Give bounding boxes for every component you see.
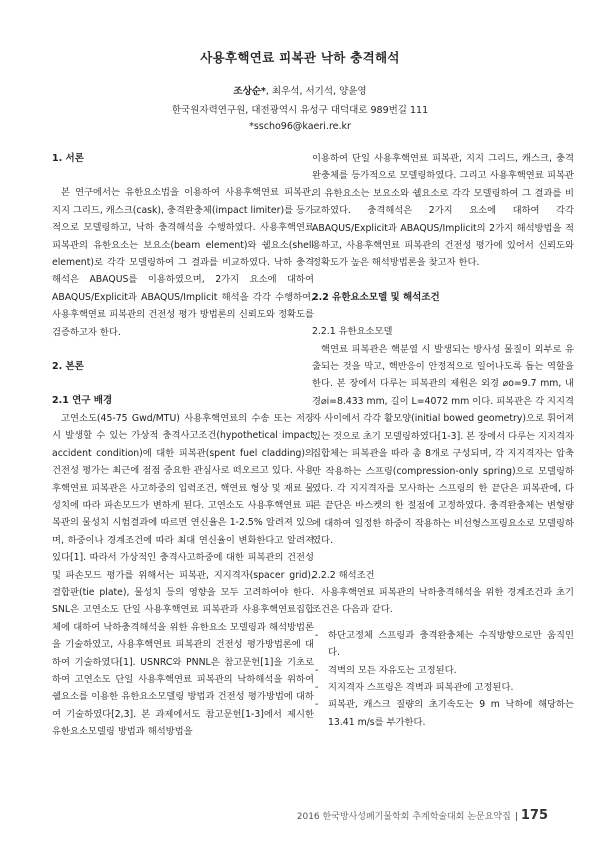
co-authors: , 최우석, 서기석, 양윤영 [265, 86, 367, 97]
list-item: - 지지격자 스프링은 격벽과 피복관에 고정된다. [312, 679, 574, 696]
left-column [52, 150, 314, 741]
fe-model-paragraph: 핵연료 피복관은 핵분열 시 발생되는 방사성 물질이 외부로 유출되는 것을 막고, 핵반응이 안정적으로 일어나도록 돕는 역할을 한다. 본 장에서 다루는 피복관의 제원은 외경 ⌀o=9.7 mm, 내경⌀i=8.433 mm, 길이 L=4072 mm 이다. 피복관은 각 지지격자 사이에서 각각 활모양(initial bowed geometry)으로 휘어져 있는 것으로 초기 모델링하였다[1-3]. 본 장에서 다루는 지지격자집합체는 피복관을 따라 총 8개로 구성되며, 각 지지격자는 압축만 작용하는 스프링(compression-only spring)으로 모델링하였다. 각 지지격자를 모사하는 스프링의 한 끝단은 피복관에, 다른 끝단은 바스켓의 한 절점에 고정하였다. 충격완충체는 변형량에 대하여 일정한 하중이 작용하는 비선형스프링요소로 모델링하였다. [312, 343, 574, 547]
subsection-heading-2-2-1: 2.2.1 유한요소모델 [312, 326, 393, 338]
continued-paragraph: 이용하여 단일 사용후핵연료 피복관, 지지 그리드, 캐스크, 충격완충체를 등가적으로 모델링하였다. 그리고 사용후핵연료 피복관의 유한요소는 보요소와 쉘요소로 각각 모델링하여 그 결과를 비교하였다. 충격해석은 2가지 요소에 대하여 각각 ABAQUS/Explicit과 ABAQUS/Implicit의 2가지 해석방법을 적용하고, 사용후핵연료 피복관의 건전성 평가에 있어서 신뢰도와 정확도가 높은 해석방법론을 찾고자 한다. [312, 153, 574, 269]
right-column [312, 150, 574, 731]
paper-title: 사용후핵연료 피복관 낙하 충격해석 [200, 50, 400, 65]
list-item: - 피복관, 캐스크 질량의 초기속도는 9 m 낙하에 해당하는 13.41 m/s를 부가한다. [312, 696, 574, 731]
list-item: - 격벽의 모든 자유도는 고정된다. [312, 662, 574, 679]
analysis-conditions-intro: 사용후핵연료 피복관의 낙하충격해석을 위한 경계조건과 초기조건은 다음과 같다. [312, 586, 574, 616]
footer-text: 2016 한국방사성폐기물학회 추계학술대회 논문요약집 [296, 812, 511, 822]
subsection-heading-2-1: 2.1 연구 배경 [52, 395, 113, 407]
section-heading-main: 2. 본론 [52, 361, 84, 373]
contact-email: *sscho96@kaeri.re.kr [249, 121, 351, 132]
lead-author: 조상순 [233, 86, 261, 97]
section-heading-intro: 1. 서론 [52, 153, 84, 164]
subsection-heading-2-2: 2.2 유한요소모델 및 해석조건 [312, 291, 440, 303]
list-item: - 하단고정체 스프링과 충격완충체는 수직방향으로만 움직인다. [312, 627, 574, 662]
page-number: 175 [520, 808, 548, 823]
affiliation: 한국원자력연구원, 대전광역시 유성구 대덕대로 989번길 111 [171, 105, 429, 116]
author-list: 조상순*, 최우석, 서기석, 양윤영 [233, 86, 367, 97]
email-text: sscho96@kaeri.re.kr [253, 121, 351, 132]
intro-paragraph: 본 연구에서는 유한요소법을 이용하여 사용후핵연료 피복관, 지지 그리드, 캐스크(cask), 충격완충체(impact limiter)를 등가적으로 모델링하고, 낙하 충격해석을 수행하였다. 사용후핵연료 피복관의 유한요소는 보요소(beam element)와 쉘요소(shell element)로 각각 모델링하여 그 결과를 비교하였다. 낙하 충격해석은 ABAQUS를 이용하였으며, 2가지 요소에 대하여 ABAQUS/Explicit과 ABAQUS/Implicit 해석을 각각 수행하여, 사용후핵연료 피복관의 건전성 평가 방법론의 신뢰도와 정확도를 검증하고자 한다. [52, 187, 314, 338]
background-paragraph: 고연소도(45-75 Gwd/MTU) 사용후핵연료의 수송 또는 저장시 발생할 수 있는 가상적 충격사고조건(hypothetical impact accident condition)에 대한 피복관(spent fuel cladding)의 건전성 평가는 최근에 점점 중요한 관심사로 떠오르고 있다. 사용후핵연료 피복관은 사고하중의 입력조건, 핵연료 형상 및 재료 물성치에 따라 파손모드가 변하게 된다. 고연소도 사용후핵연료 피복관의 물성치 시험결과에 따르면 연신율은 1-2.5% 알려져 있으며, 하중이나 경계조건에 따라 최대 연신율이 변화한다고 알려져 있다[1]. 따라서 가상적인 충격사고하중에 대한 피복관의 건전성 및 파손모드 평가를 위해서는 피복관, 지지격자(spacer grid), 결합판(tie plate), 물성치 등의 영향을 모두 고려하여야 한다. SNL은 고연소도 단일 사용후핵연료 피복관과 사용후핵연료집합체에 대하여 낙하충격해석을 위한 유한요소 모델링과 해석방법론을 기술하였고, 사용후핵연료 피복관의 건전성 평가방법론에 대하여 기술하였다[1]. USNRC와 PNNL은 참고문헌[1]을 기초로 하여 고연소도 단일 사용후핵연료 피복관의 낙하해석을 위하여 쉘요소를 이용한 유한요소모델링 방법과 건전성 평가방법에 대하여 기술하였다[2,3]. 본 과제에서도 참고문헌[1-3]에서 제시한 유한요소모델링 방법과 해석방법을 [52, 412, 314, 738]
subsection-heading-2-2-2: 2.2.2 해석조건 [312, 569, 375, 581]
page-footer: 2016 한국방사성폐기물학회 추계학술대회 논문요약집 | 175 [296, 808, 548, 823]
conditions-list [312, 627, 574, 731]
